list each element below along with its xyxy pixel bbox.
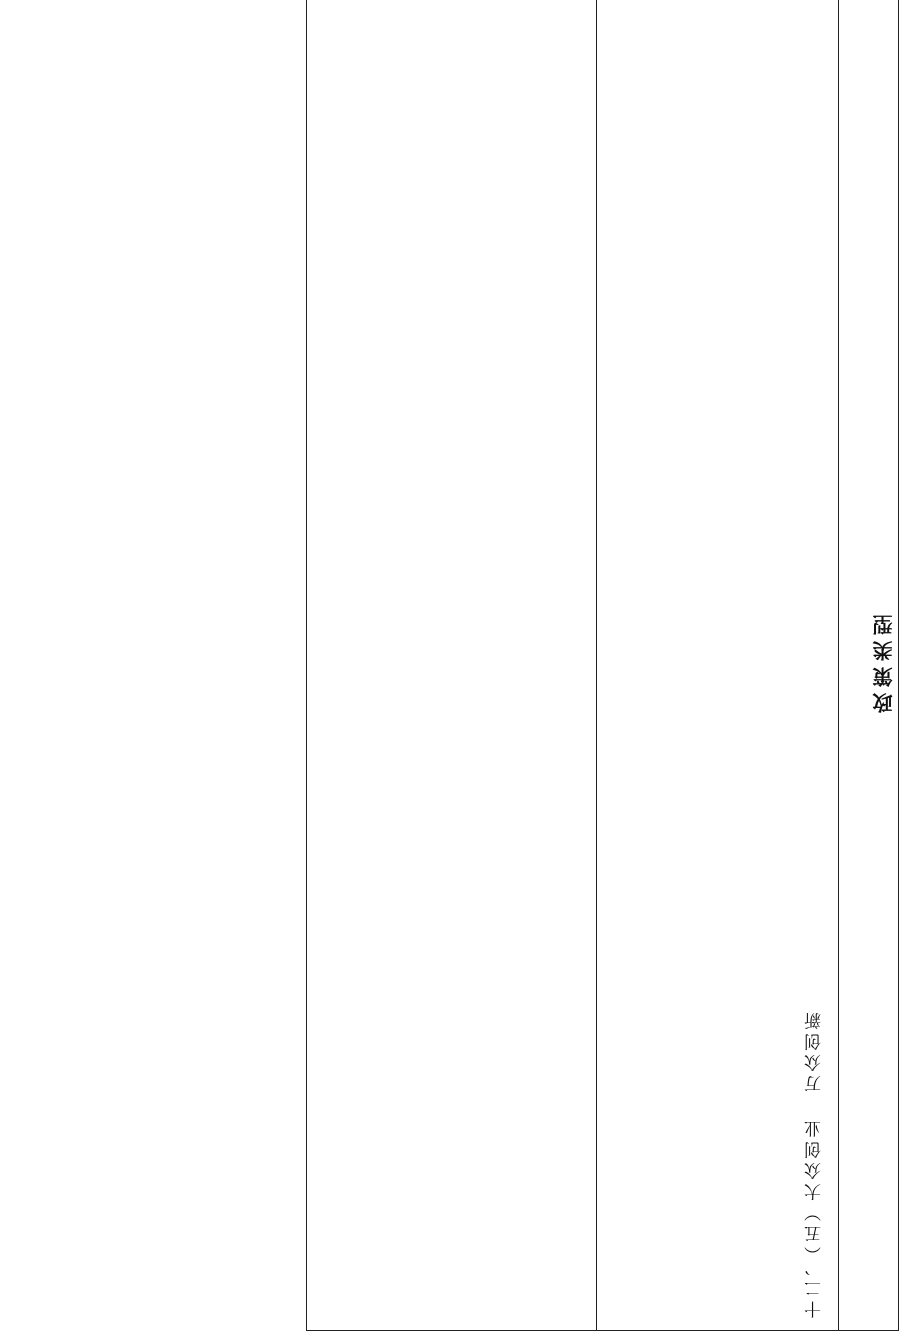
row-policy-type bbox=[307, 0, 899, 1331]
header-policy-type: 政策类型 bbox=[839, 0, 899, 1331]
policy-table bbox=[306, 0, 899, 1331]
category-cell: 十二、（五）大众创业 万众创新 bbox=[597, 0, 839, 1331]
category-cell-empty bbox=[307, 0, 597, 1331]
rotated-policy-page bbox=[307, 4, 899, 1331]
